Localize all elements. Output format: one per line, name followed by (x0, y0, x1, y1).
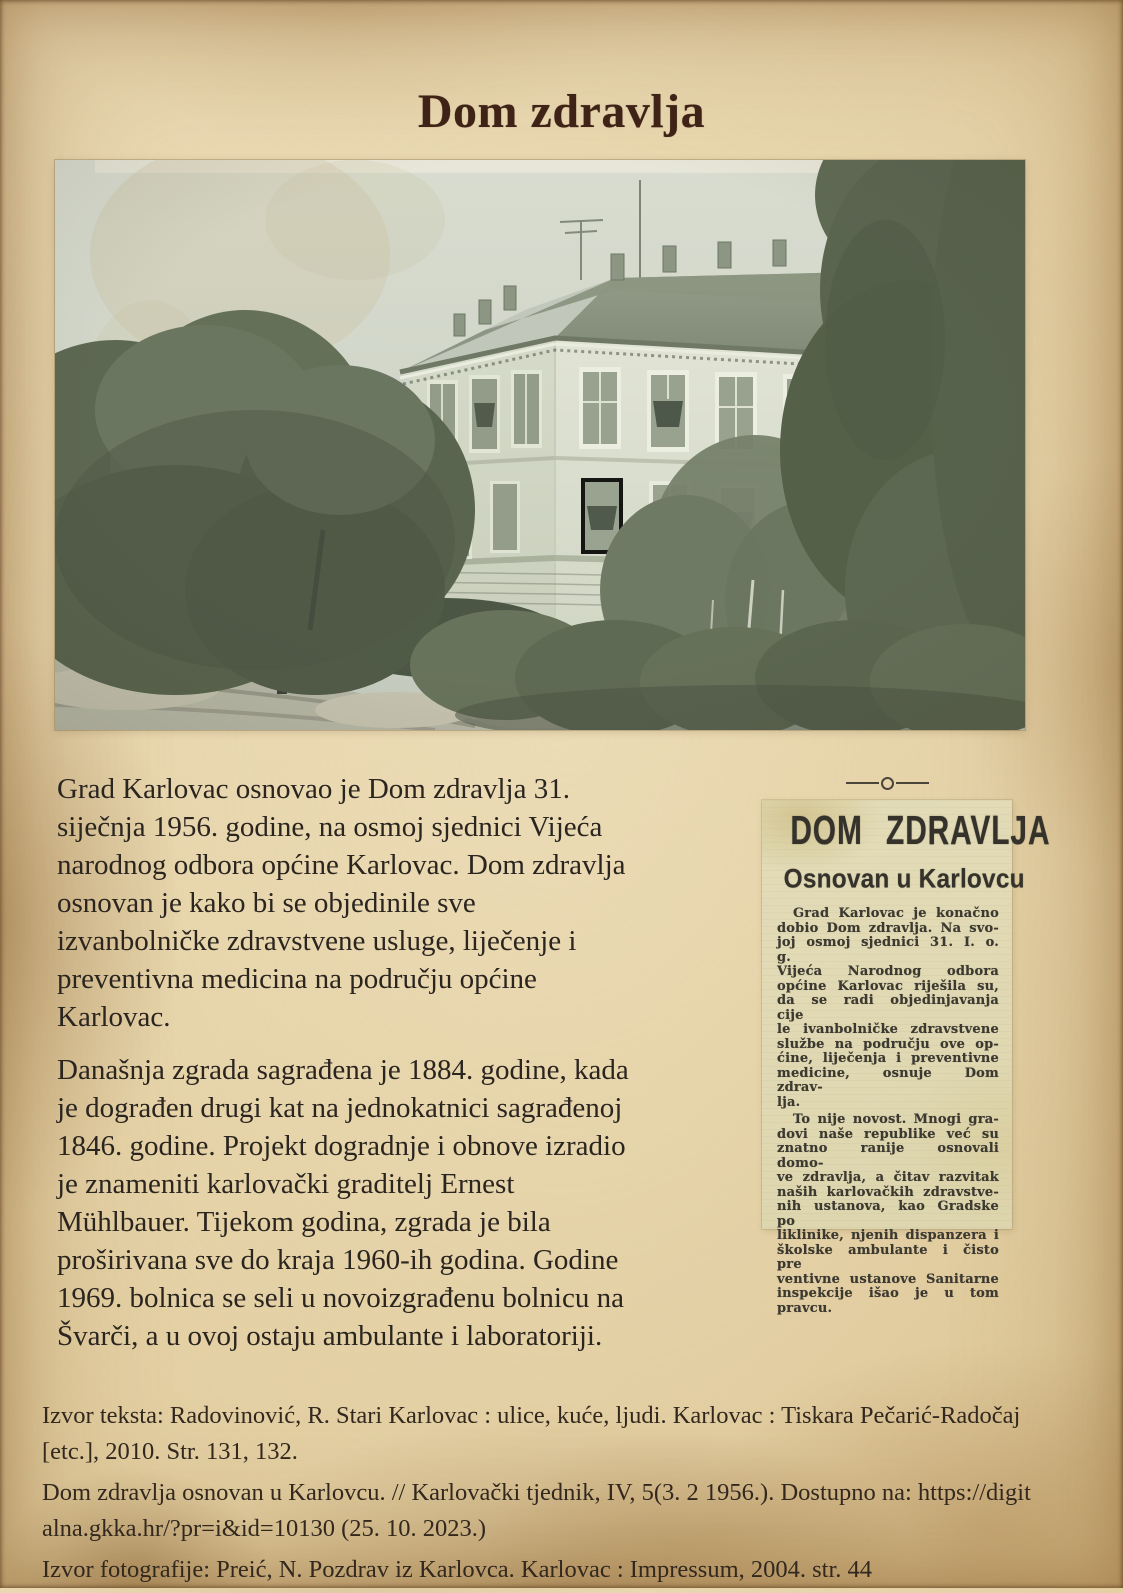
text-line: službe na području ove op- (777, 1036, 999, 1052)
text-line: siječnja 1956. godine, na osmoj sjednici Vijeća (57, 811, 603, 843)
text-line: pravcu. (777, 1300, 833, 1316)
source-citations (42, 1398, 1108, 1593)
text-line: školske ambulante i čisto pre (777, 1242, 999, 1272)
text-line: [etc.], 2010. Str. 131, 132. (42, 1438, 298, 1465)
text-line: Mühlbauer. Tijekom godina, zgrada je bila (57, 1206, 551, 1238)
citation-text-source (42, 1398, 1108, 1470)
text-line: ventivne ustanove Sanitarne (777, 1271, 999, 1287)
text-line: ve zdravlja, a čitav razvitak (777, 1170, 999, 1185)
text-line: lja. (777, 1094, 801, 1110)
text-line: dobio Dom zdravlja. Na svo- (777, 920, 999, 936)
text-line: nih ustanova, kao Gradske po (777, 1199, 999, 1229)
clipping-subheadline: Osnovan u Karlovcu (783, 862, 1025, 894)
citation-photo-source (42, 1552, 1108, 1588)
text-line: 1969. bolnica se seli u novoizgrađenu bolnicu na (57, 1282, 624, 1314)
text-line: Vijeća Narodnog odbora (777, 964, 999, 979)
text-line: le ivanbolničke zdravstvene (777, 1022, 999, 1037)
page-title: Dom zdravlja (417, 85, 706, 139)
historic-photo (55, 160, 1025, 730)
clipping-body (777, 907, 999, 1316)
text-line: 1846. godine. Projekt dogradnje i obnove izradio (57, 1130, 626, 1162)
text-line: Grad Karlovac osnovao je Dom zdravlja 31. (57, 773, 570, 805)
text-line: Švarči, a u ovoj ostaju ambulante i laboratoriji. (57, 1320, 603, 1352)
newspaper-clipping (762, 800, 1051, 1316)
building-photo-illustration (55, 160, 1025, 730)
text-line: liklinike, njenih dispanzera i (777, 1228, 999, 1243)
text-line: Karlovac. (57, 1001, 171, 1033)
text-line: To nije novost. Mnogi gra- (793, 1112, 999, 1127)
text-line: inspekcije išao je u tom (777, 1286, 999, 1301)
text-line: naših karlovačkih zdravstve- (777, 1184, 999, 1200)
text-line: proširivana sve do kraja 1960-ih godina. Godine (57, 1244, 619, 1276)
text-line: dovi naše republike već su (777, 1126, 999, 1142)
article-text (57, 770, 757, 1370)
citation-newspaper-source (42, 1475, 1108, 1547)
text-line: osnovan je kako bi se objedinile sve (57, 887, 476, 919)
clipping-paragraph (777, 1113, 999, 1316)
text-line: medicine, osnuje Dom zdrav- (777, 1065, 999, 1095)
clipping-paragraph (777, 907, 999, 1110)
text-line: općine Karlovac riješila su, (777, 978, 999, 994)
text-line: da se radi objedinjavanja cije (777, 993, 999, 1023)
article-paragraph (57, 1051, 757, 1355)
text-line: Izvor teksta: Radovinović, R. Stari Karlovac : ulice, kuće, ljudi. Karlovac : Tiskara Pečarić-Radočaj (42, 1402, 1021, 1429)
ornament-divider-icon (762, 776, 1012, 790)
clipping-headline: DOM ZDRAVLJA (790, 808, 1051, 854)
text-line: preventivna medicina na području općine (57, 963, 537, 995)
text-line: alna.gkka.hr/?pr=i&id=10130 (25. 10. 2023.) (42, 1515, 487, 1542)
text-line: izvanbolničke zdravstvene usluge, liječenje i (57, 925, 577, 957)
article-paragraph (57, 770, 757, 1036)
text-line: Današnja zgrada sagrađena je 1884. godine, kada (57, 1054, 629, 1086)
text-line: ćine, liječenja i preventivne (777, 1051, 999, 1066)
text-line: znatno ranije osnovali domo- (777, 1141, 999, 1171)
text-line: Dom zdravlja osnovan u Karlovcu. // Karlovački tjednik, IV, 5(3. 2 1956.). Dostupno na: https://digit (42, 1479, 1031, 1506)
text-line: Izvor fotografije: Preić, N. Pozdrav iz Karlovca. Karlovac : Impressum, 2004. str. 44 (42, 1556, 873, 1583)
text-line: joj osmoj sjednici 31. I. o. g. (777, 935, 999, 965)
text-line: je znameniti karlovački graditelj Ernest (57, 1168, 515, 1200)
text-line: je dograđen drugi kat na jednokatnici sagrađenoj (57, 1092, 623, 1124)
photo-vignette (55, 160, 1025, 730)
text-line: narodnog odbora općine Karlovac. Dom zdravlja (57, 849, 626, 881)
text-line: Grad Karlovac je konačno (793, 906, 999, 921)
